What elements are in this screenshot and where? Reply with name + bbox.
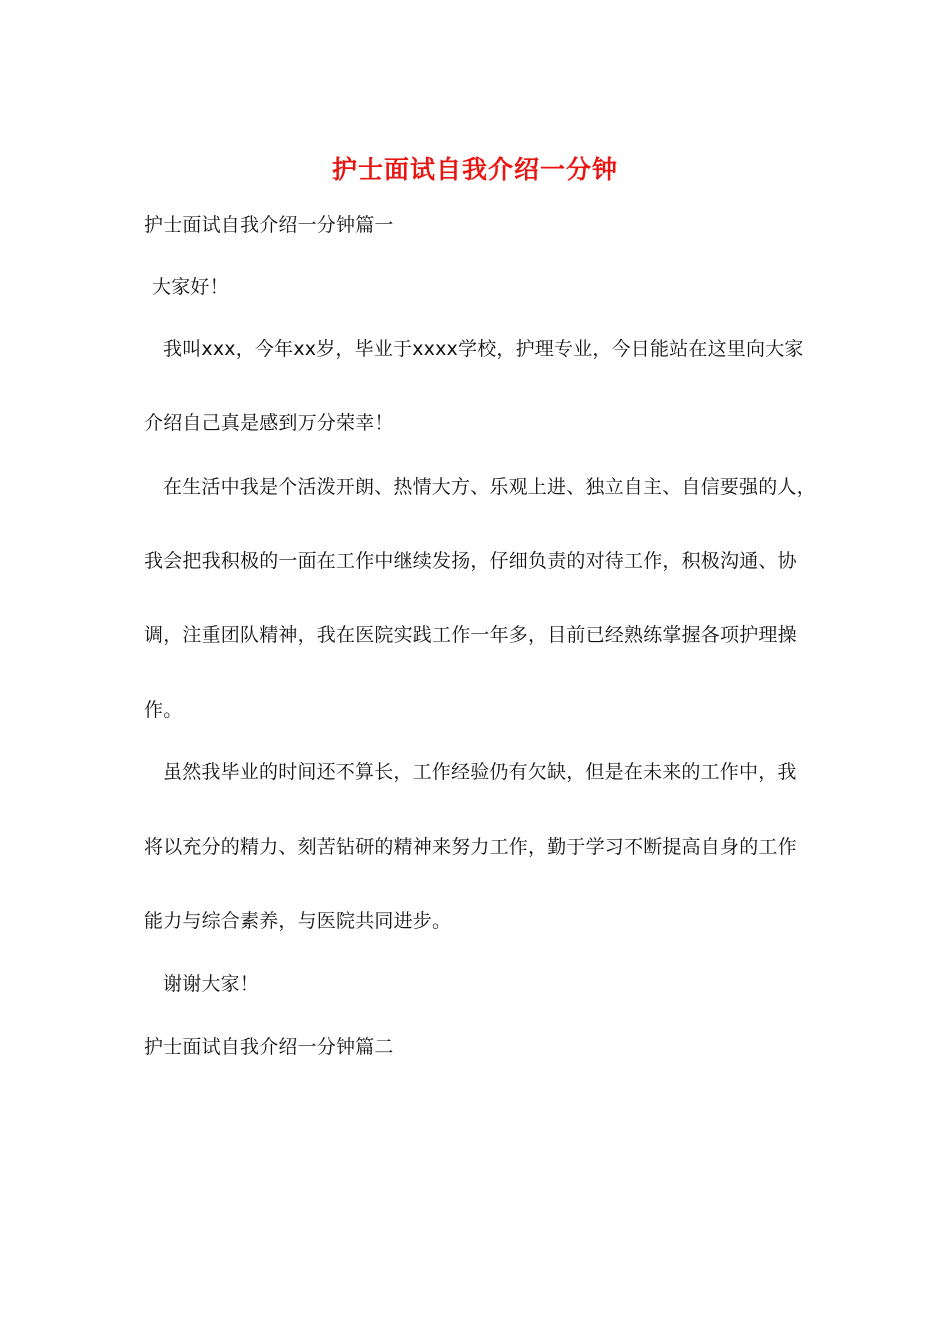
paragraph-line: 介绍自己真是感到万分荣幸！ bbox=[144, 412, 394, 434]
paragraph-line: 调，注重团队精神，我在医院实践工作一年多，目前已经熟练掌握各项护理操 bbox=[144, 624, 797, 646]
paragraph-line: 我叫xxx，今年xx岁，毕业于xxxx学校，护理专业，今日能站在这里向大家 bbox=[163, 338, 804, 360]
paragraph-line: 我会把我积极的一面在工作中继续发扬，仔细负责的对待工作，积极沟通、协 bbox=[144, 550, 797, 572]
paragraph-line: 在生活中我是个活泼开朗、热情大方、乐观上进、独立自主、自信要强的人， bbox=[163, 476, 816, 498]
document-title: 护士面试自我介绍一分钟 bbox=[331, 155, 618, 184]
section-heading-2: 护士面试自我介绍一分钟篇二 bbox=[144, 1036, 394, 1058]
section-heading-1: 护士面试自我介绍一分钟篇一 bbox=[144, 214, 394, 236]
paragraph-line: 虽然我毕业的时间还不算长，工作经验仍有欠缺，但是在未来的工作中，我 bbox=[163, 761, 797, 783]
paragraph-line: 将以充分的精力、刻苦钻研的精神来努力工作，勤于学习不断提高自身的工作 bbox=[144, 836, 797, 858]
greeting-line: 大家好！ bbox=[152, 276, 229, 298]
closing-line: 谢谢大家！ bbox=[163, 973, 260, 995]
paragraph-line: 作。 bbox=[144, 699, 183, 721]
paragraph-line: 能力与综合素养，与医院共同进步。 bbox=[144, 910, 452, 932]
